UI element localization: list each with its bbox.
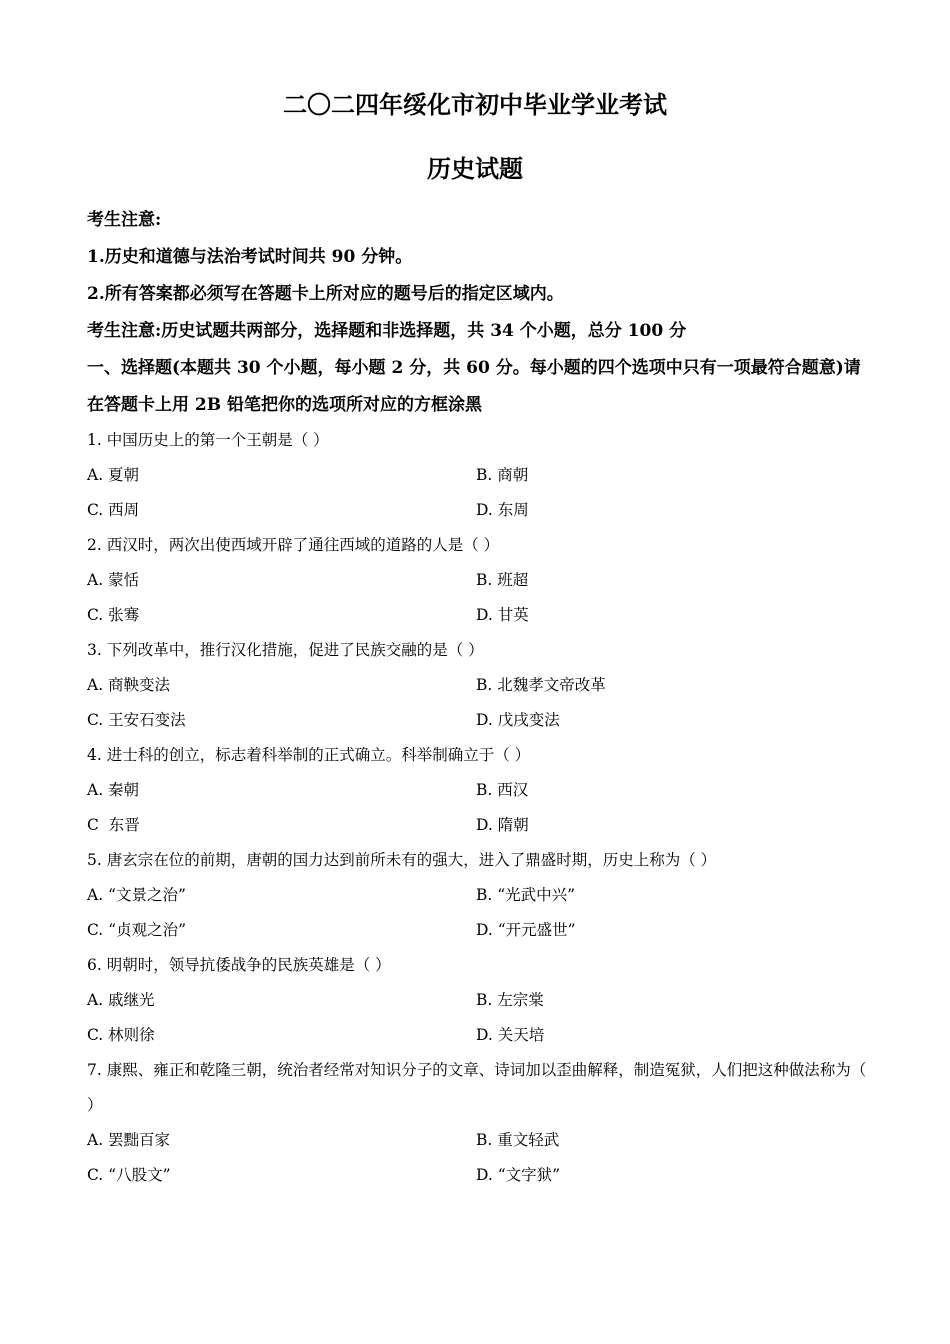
option-row: [87, 703, 867, 738]
exam-title: 二〇二四年绥化市初中毕业学业考试: [283, 90, 667, 119]
option-b: B. “光武中兴”: [476, 886, 576, 904]
question-list: [87, 423, 867, 1193]
option-b: B. 班超: [476, 571, 529, 589]
option-c: C. 林则徐: [87, 1026, 155, 1044]
option-row: [87, 668, 867, 703]
question-stem: 6. 明朝时，领导抗倭战争的民族英雄是（ ）: [87, 956, 391, 974]
option-row: [87, 458, 867, 493]
option-b: B. 重文轻武: [476, 1131, 560, 1149]
option-b: B. 左宗棠: [476, 991, 544, 1009]
question-stem: 7. 康熙、雍正和乾隆三朝，统治者经常对知识分子的文章、诗词加以歪曲解释，制造冤狱，人们把这种做法称为（ ）: [87, 1061, 867, 1114]
option-d: D. 关天培: [476, 1026, 545, 1044]
option-row: [87, 913, 867, 948]
option-d: D. 隋朝: [476, 816, 529, 834]
option-d: D. 东周: [476, 501, 529, 519]
question-stem: 3. 下列改革中，推行汉化措施，促进了民族交融的是（ ）: [87, 641, 484, 659]
option-a: A. 夏朝: [87, 466, 140, 484]
option-row: [87, 1018, 867, 1053]
option-d: D. “文字狱”: [476, 1166, 561, 1184]
option-row: [87, 773, 867, 808]
question-7: [87, 1053, 867, 1193]
question-stem: 2. 西汉时，两次出使西域开辟了通往西域的道路的人是（ ）: [87, 536, 500, 554]
option-c: C. 张骞: [87, 606, 140, 624]
notice-rule-3: 考生注意:历史试题共两部分，选择题和非选择题，共 34 个小题，总分 100 分: [87, 321, 687, 341]
option-d: D. 戊戌变法: [476, 711, 560, 729]
option-b: B. 商朝: [476, 466, 529, 484]
option-row: [87, 983, 867, 1018]
question-stem: 4. 进士科的创立，标志着科举制的正式确立。科举制确立于（ ）: [87, 746, 531, 764]
notice-block: [87, 202, 867, 424]
option-a: A. 商鞅变法: [87, 676, 171, 694]
question-5: [87, 843, 867, 948]
option-row: [87, 808, 867, 843]
option-a: A. 秦朝: [87, 781, 140, 799]
question-stem: 5. 唐玄宗在位的前期，唐朝的国力达到前所未有的强大，进入了鼎盛时期，历史上称为（ ）: [87, 851, 717, 869]
option-c: C. “八股文”: [87, 1166, 171, 1184]
option-c: C. 西周: [87, 501, 140, 519]
option-a: A. “文景之治”: [87, 886, 186, 904]
question-2: [87, 528, 867, 633]
option-d: D. “开元盛世”: [476, 921, 576, 939]
option-row: [87, 493, 867, 528]
option-row: [87, 1158, 867, 1193]
option-row: [87, 878, 867, 913]
question-6: [87, 948, 867, 1053]
exam-subtitle: 历史试题: [427, 154, 523, 183]
option-b: B. 北魏孝文帝改革: [476, 676, 606, 694]
question-3: [87, 633, 867, 738]
option-row: [87, 598, 867, 633]
notice-heading: 考生注意:: [87, 210, 162, 230]
option-a: A. 罢黜百家: [87, 1131, 171, 1149]
option-row: [87, 563, 867, 598]
option-a: A. 戚继光: [87, 991, 155, 1009]
notice-rule-2: 2.所有答案都必须写在答题卡上所对应的题号后的指定区域内。: [87, 284, 564, 304]
option-d: D. 甘英: [476, 606, 529, 624]
option-row: [87, 1123, 867, 1158]
question-stem: 1. 中国历史上的第一个王朝是（ ）: [87, 431, 329, 449]
section-instructions: 一、选择题(本题共 30 个小题，每小题 2 分，共 60 分。每小题的四个选项中只有一项最符合题意)请在答题卡上用 2B 铅笔把你的选项所对应的方框涂黑: [87, 358, 861, 415]
question-1: [87, 423, 867, 528]
option-c: C. “贞观之治”: [87, 921, 187, 939]
option-a: A. 蒙恬: [87, 571, 140, 589]
option-c: C. 王安石变法: [87, 711, 186, 729]
option-c: C 东晋: [87, 816, 140, 834]
notice-rule-1: 1.历史和道德与法治考试时间共 90 分钟。: [87, 247, 413, 267]
option-b: B. 西汉: [476, 781, 529, 799]
question-4: [87, 738, 867, 843]
